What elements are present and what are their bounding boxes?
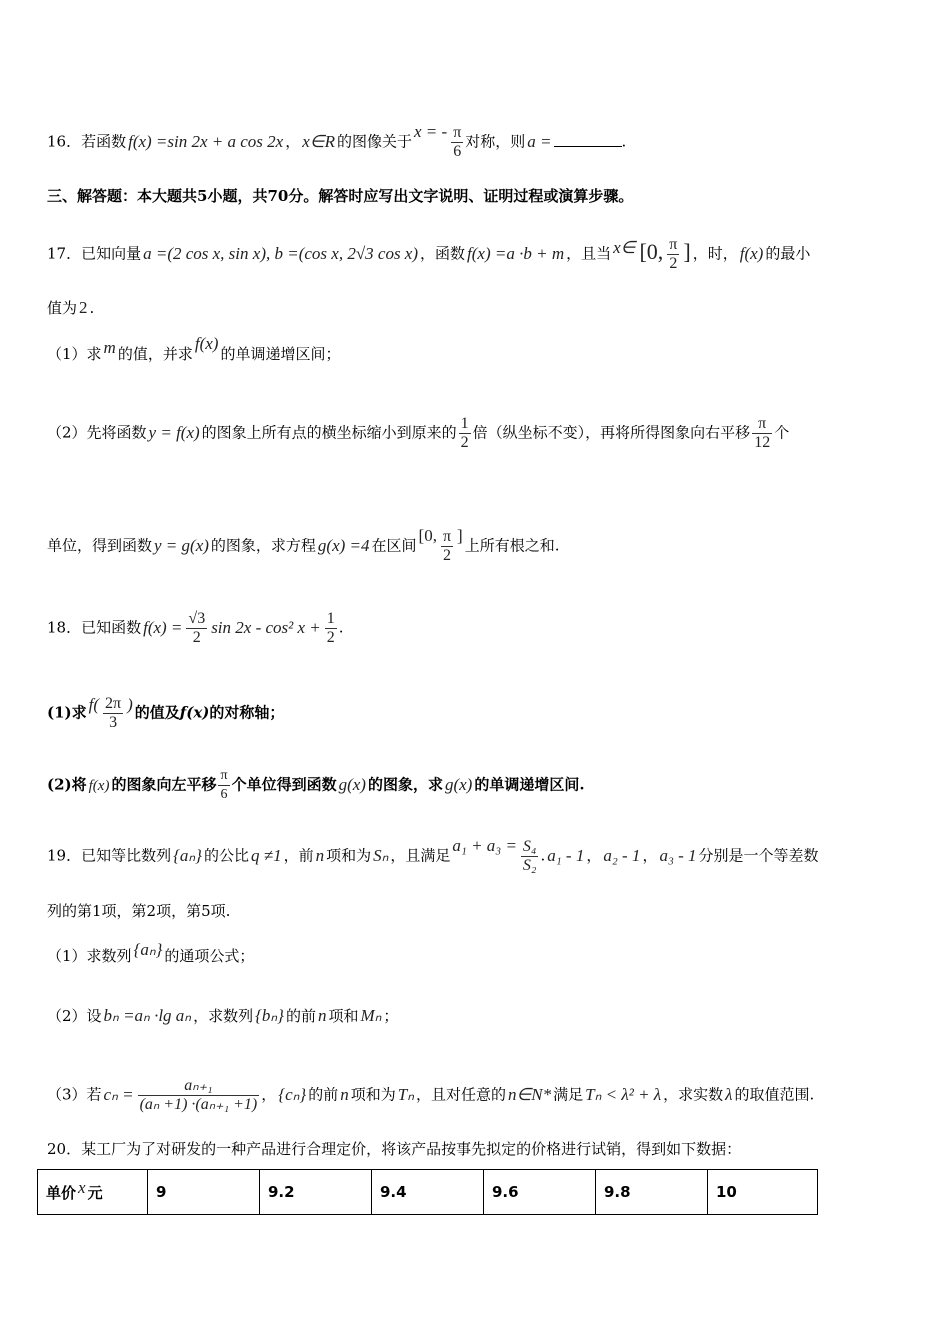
q17-part-2-cont: 单位，得到函数 y = g(x) 的图象，求方程 g(x) =4 在区间[0, $\frac{\pi}{2}$ ]上所有根之和. <box>47 525 560 564</box>
table-cell: 9.4 <box>372 1170 484 1215</box>
q19-part-3: （3）若 cₙ = $\frac{\text{aₙ₊₁}}{\text{(aₙ +1) ·(aₙ₊₁ +1)}}$ ， {cₙ} 的前 n 项和为 Tₙ ，且对任意的 n∈N* 满足 Tₙ < λ² + λ ，求实数 λ 的取值范围. <box>47 1077 815 1113</box>
table-cell: 9.8 <box>596 1170 708 1215</box>
q17-line-2: 值为 2 . <box>47 298 95 317</box>
q19-part-2: （2）设 bₙ =aₙ ·lg aₙ ，求数列 {bₙ} 的前 n 项和 Mₙ ； <box>47 1006 399 1025</box>
q18-line-1: 18．已知函数 f(x) = $\frac{√3}{2}$ sin 2x - cos² x + $\frac{1}{2}$ . <box>47 610 344 646</box>
price-table <box>37 1169 818 1215</box>
table-cell: 9.6 <box>484 1170 596 1215</box>
q19-num: 19．已知等比数列 <box>47 846 172 865</box>
table-header-cell: 单价 x 元 <box>38 1170 148 1215</box>
q17-vectors: a =(2 cos x, sin x), b =(cos x, 2√3 cos x) <box>143 243 419 263</box>
q16-line: 16．若函数 f(x) =sin 2x + a cos 2x ， x∈R 的图像关于x = - $\frac{\pi}{6}$ 对称，则 a = . <box>47 121 627 160</box>
q16-num: 16．若函数 <box>47 132 127 151</box>
q17-part-1: （1）求 m 的值，并求f(x)的单调递增区间； <box>47 334 341 363</box>
q16-pi-over-6: $\frac{\pi}{6}$ <box>453 124 462 160</box>
q18-part-2: (2)将 f(x) 的图象向左平移 $\frac{\pi}{6}$ 个单位得到函数 g(x) 的图象，求 g(x) 的单调递增区间. <box>47 768 585 802</box>
q19-part-1: （1）求数列 {aₙ} 的通项公式； <box>47 940 255 965</box>
table-row <box>38 1170 818 1215</box>
q18-num: 18．已知函数 <box>47 618 142 637</box>
q19-line-1: 19．已知等比数列 {aₙ} 的公比 q ≠1 ，前 n 项和为 Sₙ ，且满足a₁ + a₃ = $\frac{\text{S₄}}{\text{S₂}}$ . a₁ - 1 ， a₂ - 1 ， a₃ - 1 分别是一个等差数 <box>47 835 819 874</box>
table-cell: 9.2 <box>260 1170 372 1215</box>
q16-domain: x∈R <box>302 131 335 151</box>
q17-line-1: 17．已知向量 a =(2 cos x, sin x), b =(cos x, 2√3 cos x) ，函数 f(x) =a ·b + m ，且当 x∈ [0, $\frac{\pi}{2}$ ] ，时， f(x) 的最小 <box>47 236 811 272</box>
q16-answer-blank <box>554 132 622 147</box>
q19-line-2: 列的第1项，第2项，第5项. <box>47 902 231 920</box>
q17-part-2: （2）先将函数 y = f(x) 的图象上所有点的横坐标缩小到原来的 $\frac{1}{2}$ 倍（纵坐标不变），再将所得图象向右平移 $\frac{\pi}{12}$ 个 <box>47 415 790 451</box>
q20-text: 20．某工厂为了对研发的一种产品进行合理定价，将该产品按事先拟定的价格进行试销，得到如下数据： <box>47 1140 742 1158</box>
section-3-heading: 三、解答题：本大题共5小题，共70分。解答时应写出文字说明、证明过程或演算步骤。 <box>47 187 634 205</box>
q18-part-1: (1)求 f( $\frac{2\pi}{3}$ ) 的值及f(x)的对称轴； <box>47 694 285 731</box>
q16-function: f(x) =sin 2x + a cos 2x <box>128 131 284 151</box>
q17-num: 17．已知向量 <box>47 244 142 263</box>
table-cell: 9 <box>148 1170 260 1215</box>
table-cell: 10 <box>708 1170 818 1215</box>
